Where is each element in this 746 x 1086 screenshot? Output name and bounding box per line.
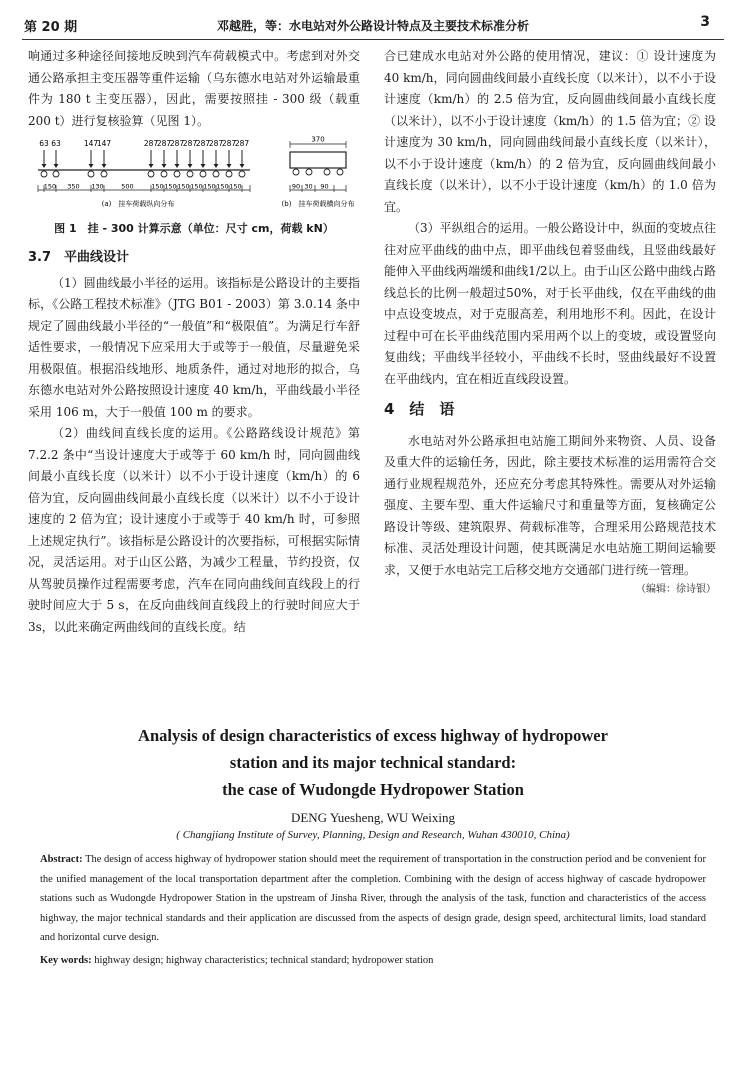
arrow-head (214, 164, 219, 168)
load-label: 63 (51, 139, 61, 148)
figure-1 (28, 134, 360, 242)
figure-caption: 图 1 挂 - 300 计算示意（单位：尺寸 cm，荷载 kN） (54, 222, 334, 235)
load-label: 63 (39, 139, 49, 148)
arrow-head (240, 164, 245, 168)
wheel (239, 171, 245, 177)
spacing-label: 150 (151, 182, 164, 191)
spacing-label: 130 (91, 182, 104, 191)
spacing-label: 150 (164, 182, 177, 191)
load-diagram (28, 134, 360, 218)
wheel (293, 169, 299, 175)
running-title: 邓越胜，等：水电站对外公路设计特点及主要技术标准分析 (216, 19, 529, 33)
spacing-label: 150 (203, 182, 216, 191)
wheel (53, 171, 59, 177)
arrow-head (188, 164, 193, 168)
keywords-text: highway design; highway characteristics; technical standard; hydropower station (94, 955, 434, 966)
spacing-label: 350 (67, 182, 80, 191)
sub-caption-b: (b) 挂车荷载横向分布 (281, 200, 355, 208)
wheel (88, 171, 94, 177)
english-title-line: station and its major technical standard: (229, 753, 517, 772)
wheel (213, 171, 219, 177)
left-column (28, 46, 360, 638)
english-abstract (40, 850, 706, 948)
editor-note: （编辑：徐诗银） (636, 584, 716, 595)
section-3-7-heading: 3.7 平曲线设计 (28, 250, 130, 265)
wheel (306, 169, 312, 175)
wheel (101, 171, 107, 177)
spacing-label: 90 (320, 182, 329, 191)
wheel (324, 169, 330, 175)
load-label: 287 (234, 139, 250, 148)
arrow-head (42, 164, 47, 168)
english-affiliation: ( Changjiang Institute of Survey, Planning, Design and Research, Wuhan 430010, China) (176, 829, 570, 841)
page-number: 3 (700, 14, 710, 30)
load-label: 287 (195, 139, 211, 148)
header-rule (22, 39, 724, 40)
arrow-head (54, 164, 59, 168)
wheel (226, 171, 232, 177)
english-keywords (40, 955, 706, 966)
load-label: 287 (169, 139, 185, 148)
left-paragraph-0: 响通过多种途径间接地反映到汽车荷载模式中。考虑到对外交通公路承担主变压器等重件运输（乌东德水电站对外运输最重件为 180 t 主变压器），因此，需要按照挂 - 300 级（载重 200 t）进行复核验算（见图 1）。 (28, 49, 360, 128)
load-label: 147 (96, 139, 112, 148)
arrow-head (89, 164, 94, 168)
right-column (384, 46, 716, 597)
load-label: 287 (143, 139, 159, 148)
spacing-label: 150 (229, 182, 242, 191)
load-label: 287 (208, 139, 224, 148)
arrow-head (162, 164, 167, 168)
left-paragraph-2: （2）曲线间直线长度的运用。《公路路线设计规范》第 7.2.2 条中“当设计速度大于或等于 60 km/h 时，同向圆曲线间最小直线长度（以米计）以不小于设计速度（km/h）的 6 倍为宜，反向圆曲线间最小直线长度（以米计）以不小于设计速度的 2 倍为宜；设计速度小于或等于 40 km/h 时，可参照上述规定执行”。该指标是公路设计的次要指标，可根据实际情况，灵活运用。对于山区公路，为减少工程量，节约投资，仅从驾驶员操作过程需要考虑，汽车在同向曲线间直线段上的行驶时间应大于 5 s，在反向曲线间直线段上的行驶时间应大于3s，以此来确定两曲线间的直线长度。结 (28, 426, 360, 634)
spacing-label: 150 (216, 182, 229, 191)
sub-caption-a: (a) 挂车荷载纵向分布 (101, 200, 175, 208)
english-title-line: Analysis of design characteristics of excess highway of hydropower (138, 726, 608, 745)
spacing-label: 150 (177, 182, 190, 191)
spacing-label: 150 (43, 182, 57, 191)
keywords-label: Key words: (40, 955, 92, 966)
arrow-head (227, 164, 232, 168)
load-label: 287 (182, 139, 198, 148)
spacing-label: 30 (304, 182, 313, 191)
wheel (161, 171, 167, 177)
wheel (187, 171, 193, 177)
arrow-head (201, 164, 206, 168)
right-paragraph-2: 水电站对外公路承担电站施工期间外来物资、人员、设备及重大件的运输任务，因此，除主要技术标准的运用需符合交通行业规程规范外，还应充分考虑其特殊性。需要从对外运输强度、主要车型、重大件运输尺寸和重量等方面，复核确定公路设计等级、建筑限界、荷载标准等，合理采用公路规范技术标准、灵活处理设计问题，使其既满足水电站施工期间运输要求，又便于水电站完工后移交地方交通部门进行统一管理。 (384, 433, 716, 577)
english-title-line: the case of Wudongde Hydropower Station (222, 780, 524, 799)
english-title (40, 722, 706, 803)
load-label: 287 (156, 139, 172, 148)
width-label: 370 (311, 135, 325, 144)
wheel (41, 171, 47, 177)
wheel (337, 169, 343, 175)
load-label: 147 (83, 139, 99, 148)
right-paragraph-0: 合已建成水电站对外公路的使用情况，建议：① 设计速度为 40 km/h，同向圆曲线间最小直线长度（以米计），以不小于设计速度（km/h）的 2.5 倍为宜，反向圆曲线间最小直线长度（以米计），以不小于设计速度（km/h）的 1.5 倍为宜；② 设计速度为 30 km/h，同向圆曲线间最小直线长度（以米计），以不小于设计速度（km/h）的 2 倍为宜，反向圆曲线间最小直线长度（以米计），以不小于设计速度（km/h）的 1.0 倍为宜。 (384, 49, 716, 214)
arrow-head (102, 164, 107, 168)
spacing-label: 90 (291, 182, 301, 191)
spacing-label: 150 (190, 182, 203, 191)
right-paragraph-1: （3）平纵组合的运用。一般公路设计中，纵面的变坡点往往对应平曲线的曲中点，即平曲线包着竖曲线，且竖曲线最好能伸入平曲线两端缓和曲线1/2以上。由于山区公路中曲线占路线总长的比例一般超过50%，对于长平曲线，仅在平曲线的曲中点设变坡点，对于克服高差，利用地形不利。因此，在设计过程中可在长平曲线范围内采用两个以上的变坡，或设置竖向复曲线；平曲线半径较小，平曲线不长时，竖曲线最好不设置在平曲线内，宜在相近直线段设置。 (384, 221, 716, 386)
issue-number: 第 20 期 (24, 20, 78, 35)
left-paragraph-1: （1）圆曲线最小半径的运用。该指标是公路设计的主要指标，《公路工程技术标准》（JTG B01 - 2003）第 3.0.14 条中规定了圆曲线最小半径的“一般值”和“极限值”。为满足行车舒适性要求，一般情况下应采用大于或等于一般值，尽量避免采用极限值。根据沿线地形、地质条件，通过对地形的拟合，乌东德水电站对外公路按照设计速度 40 km/h，平曲线最小半径采用 106 m，大于一般值 100 m 的要求。 (28, 275, 360, 419)
page-header (0, 0, 746, 44)
wheel (148, 171, 154, 177)
abstract-text: The design of access highway of hydropower station should meet the requirement of transportation in the construction period and be convenient for the unified management of the local transportation department after the completion. Combining with the design of access highway of cascade hydropower stations such as Wudongde Hydropower Station in the upstream of Jinsha River, through the analysis of the task, function and characteristics of the access highway, the major technical standards and their application are discussed from the aspects of design grade, design speed, architectural limits, load standard and horizontal curve design. (40, 854, 707, 944)
abstract-label: Abstract: (40, 854, 83, 865)
trailer-section (290, 152, 346, 168)
section-4-heading: 4 结 语 (384, 400, 455, 418)
wheel (200, 171, 206, 177)
wheel (174, 171, 180, 177)
english-authors: DENG Yuesheng, WU Weixing (290, 810, 456, 825)
load-label: 287 (221, 139, 237, 148)
spacing-label: 500 (121, 182, 134, 191)
arrow-head (175, 164, 180, 168)
arrow-head (149, 164, 154, 168)
